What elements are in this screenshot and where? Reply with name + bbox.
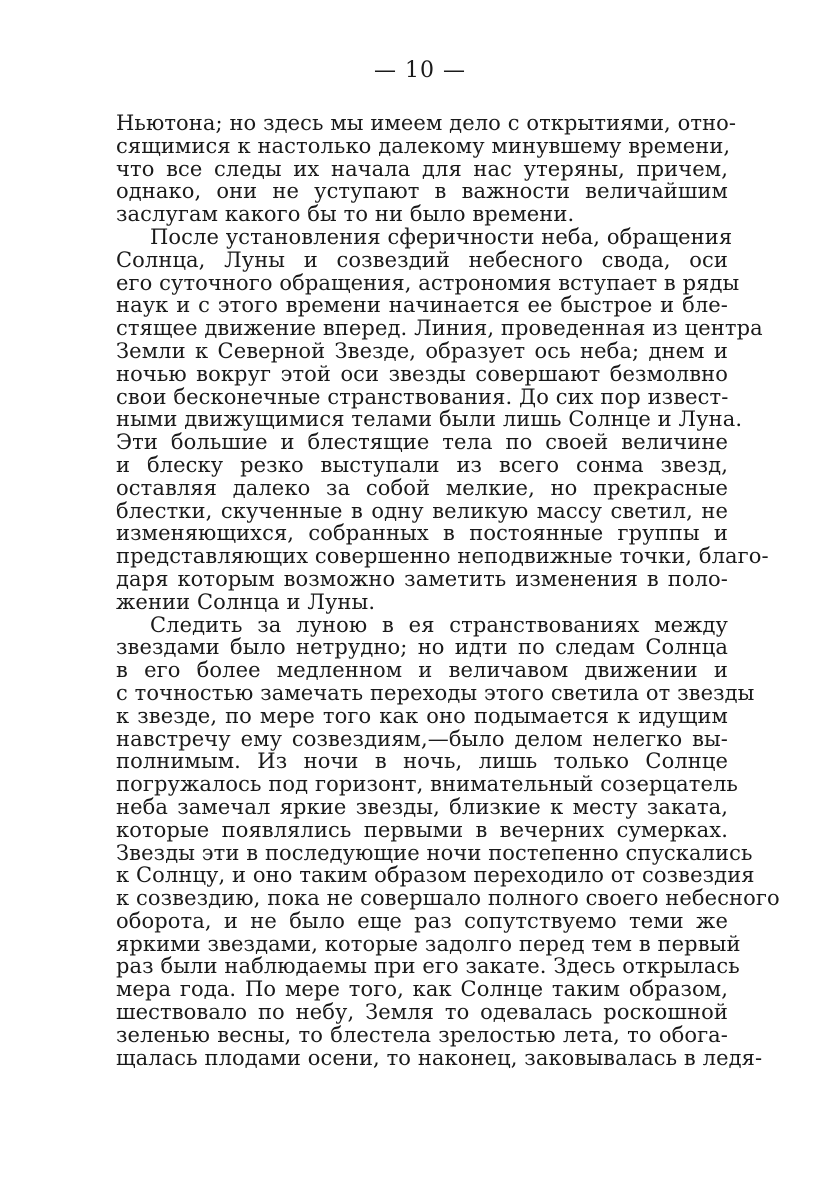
- text-line: неба замечал яркие звезды, близкие к месту заката,: [116, 794, 728, 819]
- text-line: После установления сферичности неба, обращения: [150, 224, 733, 249]
- text-line: оставляя далеко за собой мелкие, но прекрасные: [116, 475, 728, 500]
- text-line: раз были наблюдаемы при его закате. Здесь открылась: [116, 954, 740, 979]
- text-line: свои бесконечные странствования. До сих пор извест-: [116, 384, 729, 409]
- text-line: представляющих совершенно неподвижные точки, благо-: [116, 544, 769, 569]
- text-line: Эти большие и блестящие тела по своей величине: [116, 430, 728, 455]
- text-line: что все следы их начала для нас утеряны, причем,: [116, 156, 728, 181]
- text-line: Солнца, Луны и созвездий небесного свода, оси: [116, 247, 728, 272]
- text-line: и блеску резко выступали из всего сонма звезд,: [116, 452, 728, 477]
- text-line: Следить за луною в ея странствованиях между: [150, 612, 728, 637]
- text-line: звездами было нетрудно; но идти по следам Солнца: [116, 635, 728, 660]
- text-line: мера года. По мере того, как Солнце таким образом,: [116, 977, 728, 1002]
- text-line: сящимися к настолько далекому минувшему времени,: [116, 133, 731, 158]
- text-line: жении Солнца и Луны.: [116, 589, 376, 614]
- text-line: стящее движение вперед. Линия, проведенная из центра: [116, 316, 763, 341]
- text-line: шествовало по небу, Земля то одевалась роскошной: [116, 1000, 728, 1025]
- text-line: блестки, скученные в одну великую массу светил, не: [116, 498, 728, 523]
- text-line: даря которым возможно заметить изменения в поло-: [116, 566, 728, 591]
- text-line: яркими звездами, которые задолго перед тем в первый: [116, 931, 741, 956]
- text-line: его суточного обращения, астрономия вступает в ряды: [116, 270, 740, 295]
- text-line: с точностью замечать переходы этого светила от звезды: [116, 680, 755, 705]
- text-line: Звезды эти в последующие ночи постепенно спускались: [116, 840, 753, 865]
- text-line: к звезде, по мере того как оно подымается к идущим: [116, 703, 728, 728]
- text-line: в его более медленном и величавом движении и: [116, 658, 728, 683]
- text-line: ными движущимися телами были лишь Солнце и Луна.: [116, 407, 743, 432]
- text-line: зеленью весны, то блестела зрелостью лета, то обога-: [116, 1022, 728, 1047]
- body-text: [116, 111, 780, 1070]
- text-line: погружалось под горизонт, внимательный созерцатель: [116, 772, 738, 797]
- text-line: к созвездию, пока не совершало полного своего небесного: [116, 886, 780, 911]
- text-line: изменяющихся, собранных в постоянные группы и: [116, 521, 728, 546]
- text-line: наук и с этого времени начинается ее быстрое и бле-: [116, 293, 728, 318]
- text-line: Ньютона; но здесь мы имеем дело с открытиями, отно-: [116, 111, 737, 135]
- text-line: оборота, и не было еще раз сопутствуемо теми же: [116, 908, 728, 933]
- page-number: — 10 —: [374, 58, 466, 83]
- text-line: Земли к Северной Звезде, образует ось неба; днем и: [116, 338, 728, 363]
- text-line: ночью вокруг этой оси звезды совершают безмолвно: [116, 361, 728, 386]
- text-line: навстречу ему созвездиям,—было делом нелегко вы-: [116, 726, 728, 751]
- text-line: щалась плодами осени, то наконец, заковывалась в ледя-: [116, 1045, 763, 1070]
- text-line: которые появлялись первыми в вечерних сумерках.: [116, 817, 728, 842]
- text-line: заслугам какого бы то ни было времени.: [116, 202, 575, 227]
- text-line: к Солнцу, и оно таким образом переходило от созвездия: [116, 863, 755, 888]
- text-line: однако, они не уступают в важности величайшим: [116, 179, 728, 204]
- text-line: полнимым. Из ночи в ночь, лишь только Солнце: [116, 749, 728, 774]
